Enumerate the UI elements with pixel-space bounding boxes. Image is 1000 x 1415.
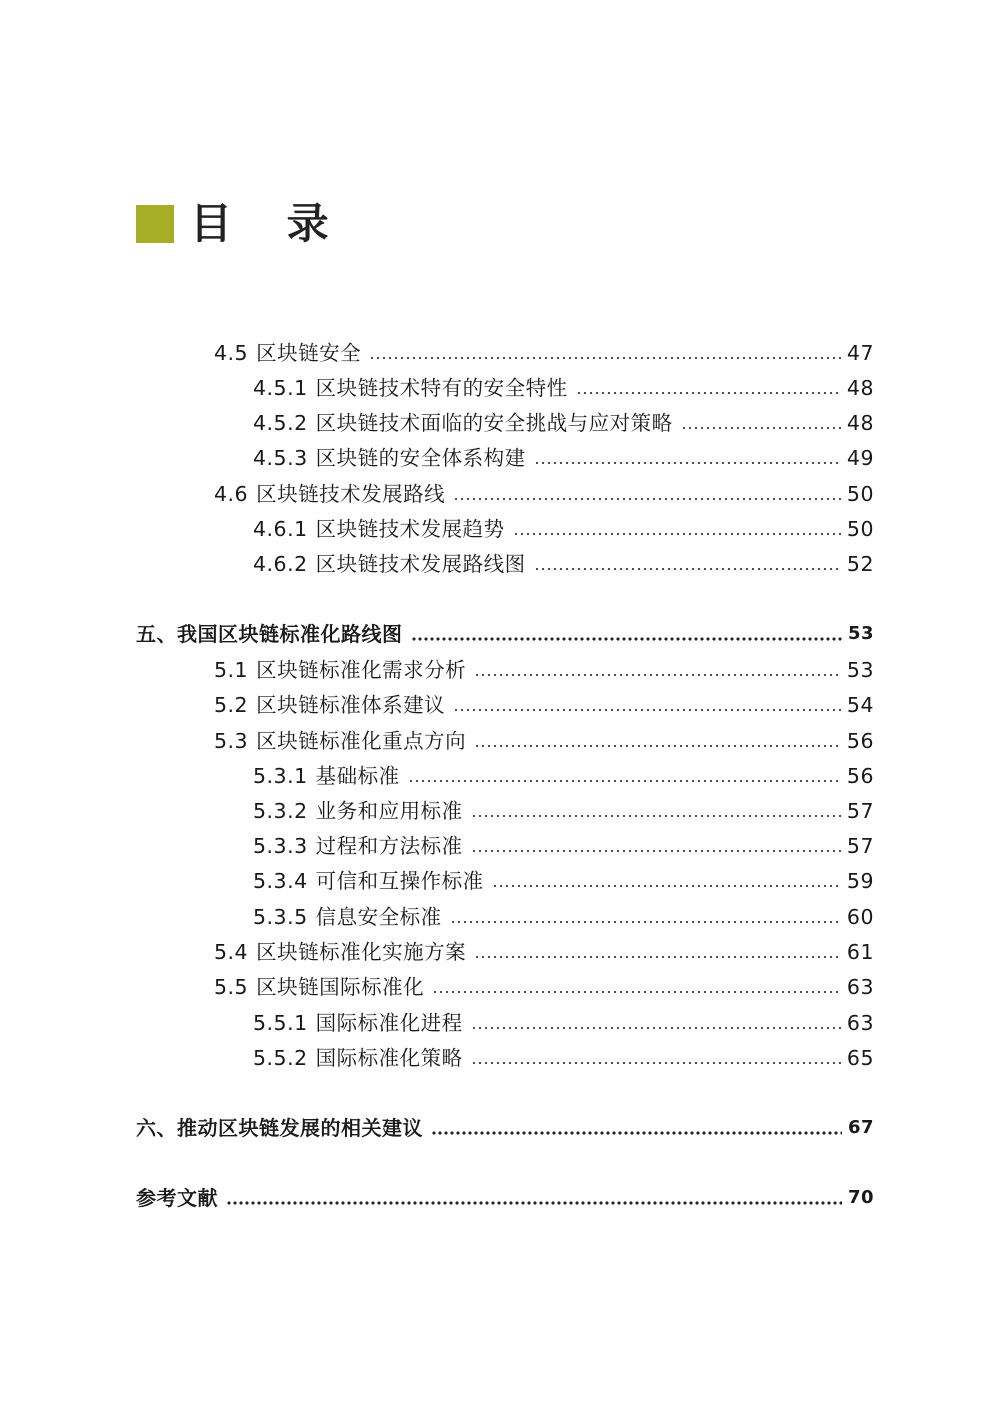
toc-number: 5.3.1 [253, 764, 308, 788]
toc-leader-dots [492, 885, 841, 887]
toc-page-number: 60 [846, 905, 874, 929]
toc-label: 区块链标准化需求分析 [256, 658, 467, 682]
toc-number: 5.1 [214, 658, 249, 682]
toc-label: 国际标准化策略 [315, 1046, 463, 1070]
toc-leader-dots [474, 745, 841, 747]
toc-chapter-5[interactable] [136, 619, 874, 649]
toc-number: 4.6 [214, 482, 249, 506]
toc-leader-dots [408, 780, 841, 782]
toc-entry-5-1[interactable] [214, 655, 874, 685]
toc-page-number: 61 [846, 940, 874, 964]
toc-entry-5-5[interactable] [214, 972, 874, 1002]
toc-entry-5-3-4[interactable] [253, 866, 874, 896]
toc-page-number: 70 [847, 1187, 874, 1208]
toc-entry-5-3-3[interactable] [253, 831, 874, 861]
toc-label: 区块链技术发展路线图 [315, 552, 526, 576]
toc-number: 5.4 [214, 940, 249, 964]
toc-leader-dots [471, 1062, 841, 1064]
toc-page-number: 67 [847, 1117, 874, 1138]
toc-leader-dots [369, 357, 841, 359]
toc-page-number: 56 [846, 729, 874, 753]
toc-leader-dots [576, 392, 841, 394]
toc-leader-dots [513, 533, 841, 535]
toc-page-number: 65 [846, 1046, 874, 1070]
toc-label: 区块链标准体系建议 [256, 693, 446, 717]
toc-leader-dots [450, 921, 841, 923]
toc-label: 基础标准 [315, 764, 400, 788]
toc-page-number: 52 [846, 552, 874, 576]
toc-leader-dots [681, 427, 841, 429]
toc-label: 区块链技术特有的安全特性 [315, 376, 568, 400]
toc-label: 区块链标准化实施方案 [256, 940, 467, 964]
toc-page-number: 47 [846, 341, 874, 365]
toc-label: 过程和方法标准 [315, 834, 463, 858]
toc-leader-dots [432, 991, 841, 993]
toc-entry-4-5-2[interactable] [253, 408, 874, 438]
toc-number: 4.6.1 [253, 517, 308, 541]
toc-entry-5-5-1[interactable] [253, 1008, 874, 1038]
toc-label: 区块链技术面临的安全挑战与应对策略 [315, 411, 673, 435]
toc-page-number: 48 [846, 411, 874, 435]
toc-page-number: 63 [846, 1011, 874, 1035]
toc-leader-dots [431, 1131, 842, 1135]
toc-page-number: 57 [846, 834, 874, 858]
toc-leader-dots [453, 709, 841, 711]
toc-label: 参考文献 [136, 1186, 218, 1210]
toc-number: 5.5.2 [253, 1046, 308, 1070]
toc-leader-dots [471, 815, 841, 817]
toc-label: 五、我国区块链标准化路线图 [136, 622, 403, 646]
toc-page-number: 48 [846, 376, 874, 400]
toc-label: 区块链标准化重点方向 [256, 729, 467, 753]
toc-number: 5.5 [214, 975, 249, 999]
toc-references[interactable] [136, 1183, 874, 1213]
toc-leader-dots [226, 1201, 842, 1205]
toc-label: 区块链的安全体系构建 [315, 446, 526, 470]
toc-page-number: 53 [846, 658, 874, 682]
toc-entry-4-6[interactable] [214, 479, 874, 509]
toc-label: 区块链国际标准化 [256, 975, 425, 999]
toc-page-number: 50 [846, 482, 874, 506]
toc-number: 4.5.1 [253, 376, 308, 400]
toc-number: 5.3.5 [253, 905, 308, 929]
toc-label: 六、推动区块链发展的相关建议 [136, 1116, 423, 1140]
toc-entry-4-6-1[interactable] [253, 514, 874, 544]
toc-leader-dots [471, 850, 841, 852]
toc-number: 5.5.1 [253, 1011, 308, 1035]
toc-label: 区块链技术发展路线 [256, 482, 446, 506]
toc-label: 信息安全标准 [315, 905, 442, 929]
toc-entry-5-3-1[interactable] [253, 761, 874, 791]
toc-page-number: 57 [846, 799, 874, 823]
toc-number: 4.5.2 [253, 411, 308, 435]
toc-label: 可信和互操作标准 [315, 869, 484, 893]
toc-page-number: 63 [846, 975, 874, 999]
toc-number: 5.2 [214, 693, 249, 717]
toc-leader-dots [474, 674, 841, 676]
toc-page-number: 53 [847, 623, 874, 644]
toc-leader-dots [474, 956, 841, 958]
toc-entry-5-3-2[interactable] [253, 796, 874, 826]
toc-entry-5-3[interactable] [214, 726, 874, 756]
toc-number: 5.3.2 [253, 799, 308, 823]
toc-chapter-6[interactable] [136, 1113, 874, 1143]
toc-page-number: 50 [846, 517, 874, 541]
toc-label: 国际标准化进程 [315, 1011, 463, 1035]
toc-entry-4-5-1[interactable] [253, 373, 874, 403]
toc-leader-dots [411, 637, 842, 641]
page-title: 目 录 [190, 199, 349, 248]
toc-entry-5-3-5[interactable] [253, 902, 874, 932]
toc-number: 4.5.3 [253, 446, 308, 470]
toc-label: 区块链技术发展趋势 [315, 517, 505, 541]
toc-entry-4-5-3[interactable] [253, 443, 874, 473]
toc-number: 5.3 [214, 729, 249, 753]
toc-label: 业务和应用标准 [315, 799, 463, 823]
toc-leader-dots [453, 498, 841, 500]
toc-entry-4-5[interactable] [214, 338, 874, 368]
toc-entry-5-4[interactable] [214, 937, 874, 967]
toc-leader-dots [534, 462, 841, 464]
toc-page-number: 56 [846, 764, 874, 788]
toc-number: 4.5 [214, 341, 249, 365]
toc-label: 区块链安全 [256, 341, 362, 365]
toc-entry-5-5-2[interactable] [253, 1043, 874, 1073]
toc-entry-5-2[interactable] [214, 690, 874, 720]
toc-number: 4.6.2 [253, 552, 308, 576]
toc-leader-dots [534, 568, 841, 570]
toc-leader-dots [471, 1027, 841, 1029]
toc-page-number: 49 [846, 446, 874, 470]
toc-page-number: 54 [846, 693, 874, 717]
toc-page-number: 59 [846, 869, 874, 893]
toc-number: 5.3.4 [253, 869, 308, 893]
toc-number: 5.3.3 [253, 834, 308, 858]
toc-entry-4-6-2[interactable] [253, 549, 874, 579]
